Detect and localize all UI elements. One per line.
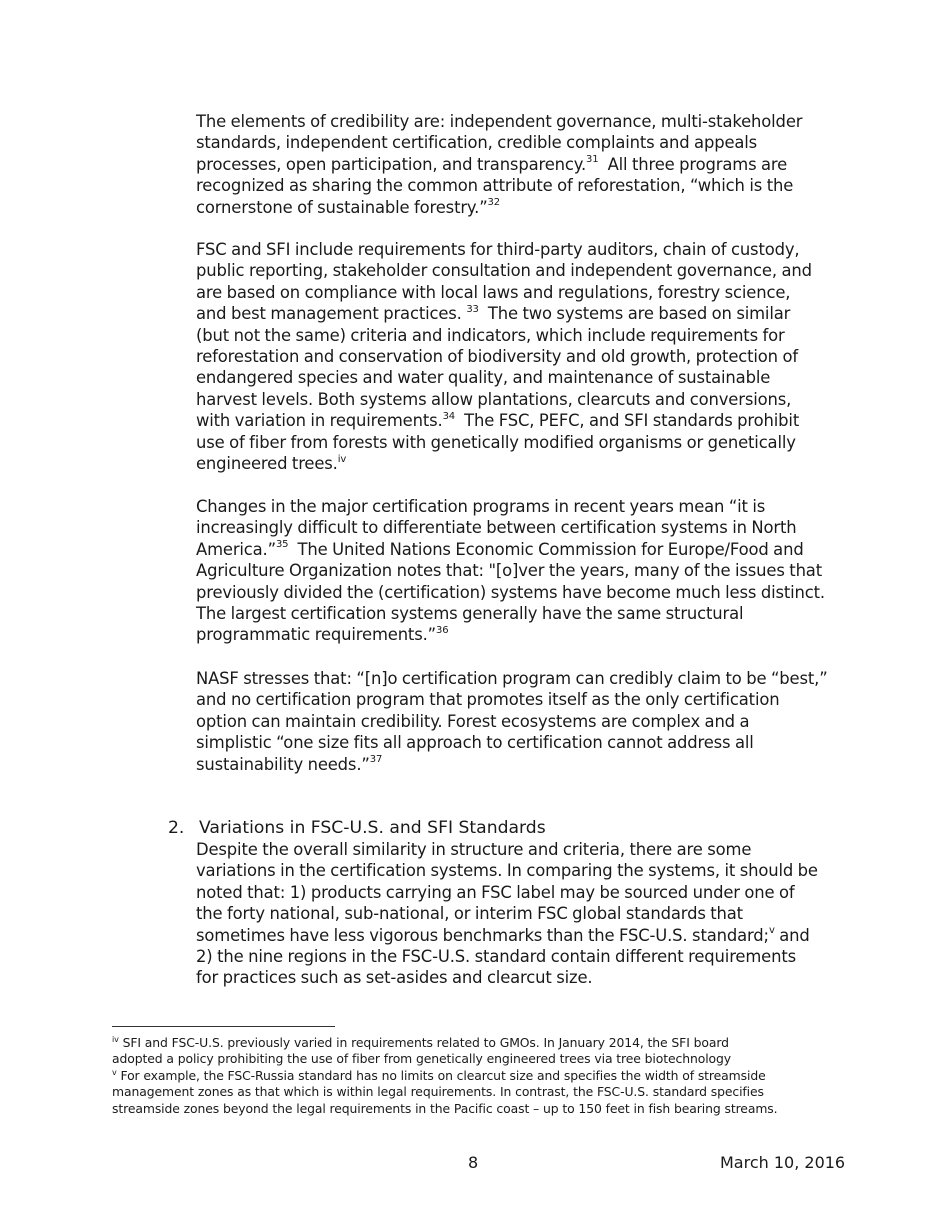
paragraph-credibility-elements — [196, 111, 844, 218]
text-line: previously divided the (certification) systems have become much less distinct. — [196, 582, 825, 602]
footnote-iv: $^{iv}$ SFI and FSC-U.S. previously varied in requirements related to GMOs. In January 2014, the SFI board — [112, 1034, 729, 1050]
text-line: for practices such as set-asides and clearcut size. — [196, 968, 593, 988]
footnote-ref-36[interactable]: 36 — [436, 624, 449, 636]
text-line: FSC and SFI include requirements for third-party auditors, chain of custody, — [196, 240, 800, 259]
text-line: engineered trees.$^{iv}$ — [196, 453, 347, 474]
section-heading — [168, 817, 546, 839]
text-line: and best management practices. $^{33}$ The two systems are based on similar — [196, 303, 791, 324]
footnotes — [112, 1035, 778, 1117]
section-number: 2. — [168, 818, 185, 838]
paragraph-program-changes — [196, 496, 844, 646]
text-line: option can maintain credibility. Forest ecosystems are complex and a — [196, 711, 750, 731]
footnote-ref-37[interactable]: 37 — [369, 754, 383, 766]
text-line: simplistic “one size fits all approach to certification cannot address all — [196, 733, 754, 753]
text-line: standards, independent certification, credible complaints and appeals — [196, 133, 758, 153]
text-line: The largest certification systems generally have the same structural — [196, 604, 744, 624]
footnote-v: $^v$ For example, the FSC-Russia standard has no limits on clearcut size and specifies the width of streamside — [112, 1067, 766, 1083]
footnote-separator — [112, 1026, 335, 1027]
text-line: 2) the nine regions in the FSC-U.S. standard contain different requirements — [196, 947, 797, 967]
footnote-ref-32[interactable]: 32 — [487, 197, 500, 209]
page-number: 8 — [468, 1153, 479, 1172]
text-line: sometimes have less vigorous benchmarks than the FSC-U.S. standard;$^v$ and — [196, 925, 810, 945]
text-line: Changes in the major certification programs in recent years mean “it is — [196, 497, 766, 516]
text-line: America.”$^{35}$ The United Nations Economic Commission for Europe/Food and — [196, 539, 804, 559]
footnote-iv-continued: adopted a policy prohibiting the use of fiber from genetically engineered trees via tree biotechnology — [112, 1051, 732, 1067]
text-line: processes, open participation, and transparency.$^{31}$ All three programs are — [196, 154, 788, 174]
text-line: NASF stresses that: “[n]o certification program can credibly claim to be “best,” — [196, 669, 828, 688]
paragraph-fsc-sfi-requirements — [196, 239, 844, 474]
text-line: endangered species and water quality, and maintenance of sustainable — [196, 368, 771, 388]
text-line: and no certification program that promotes itself as the only certification — [196, 690, 780, 710]
text-line: (but not the same) criteria and indicators, which include requirements for — [196, 325, 785, 345]
text-line: are based on compliance with local laws and regulations, forestry science, — [196, 282, 791, 302]
footnote-v-continued: streamside zones beyond the legal requirements in the Pacific coast – up to 150 feet in fish bearing streams. — [112, 1100, 778, 1116]
text-line: recognized as sharing the common attribute of reforestation, “which is the — [196, 176, 794, 196]
text-line: with variation in requirements.$^{34}$ The FSC, PEFC, and SFI standards prohibit — [196, 410, 800, 431]
footnote-ref-34[interactable]: 34 — [442, 410, 455, 422]
section-title: Variations in FSC-U.S. and SFI Standards — [199, 818, 546, 838]
text-line: variations in the certification systems. In comparing the systems, it should be — [196, 861, 818, 881]
footnote-ref-v[interactable]: v — [768, 925, 775, 937]
text-line: reforestation and conservation of biodiversity and old growth, protection of — [196, 347, 798, 367]
text-line: noted that: 1) products carrying an FSC label may be sourced under one of — [196, 882, 795, 902]
paragraph-nasf-statement — [196, 668, 844, 775]
text-line: sustainability needs.”$^{37}$ — [196, 754, 383, 774]
paragraph-standard-variations — [196, 839, 844, 989]
text-line: harvest levels. Both systems allow plantations, clearcuts and conversions, — [196, 389, 792, 409]
footer-date: March 10, 2016 — [720, 1153, 846, 1172]
footnote-ref-31[interactable]: 31 — [586, 154, 599, 166]
footnote-ref-35[interactable]: 35 — [275, 539, 289, 551]
text-line: public reporting, stakeholder consultation and independent governance, and — [196, 261, 812, 281]
footnote-v-continued: management zones as that which is within legal requirements. In contrast, the FSC-U.S. standard specifies — [112, 1084, 764, 1100]
text-line: increasingly difficult to differentiate between certification systems in North — [196, 518, 797, 538]
text-line: use of fiber from forests with genetically modified organisms or genetically — [196, 432, 796, 452]
text-line: programmatic requirements.”$^{36}$ — [196, 624, 449, 645]
footnote-ref-33[interactable]: 33 — [466, 303, 479, 315]
text-line: Despite the overall similarity in structure and criteria, there are some — [196, 840, 752, 859]
text-line: cornerstone of sustainable forestry.”$^{32}$ — [196, 197, 500, 217]
footnote-marker-iv: iv — [112, 1034, 119, 1044]
footnote-marker-v: v — [112, 1067, 117, 1077]
text-line: the forty national, sub-national, or interim FSC global standards that — [196, 904, 743, 924]
footnote-ref-iv[interactable]: iv — [337, 453, 347, 465]
text-line: The elements of credibility are: independent governance, multi-stakeholder — [196, 112, 803, 131]
text-line: Agriculture Organization notes that: "[o]ver the years, many of the issues that — [196, 561, 822, 581]
